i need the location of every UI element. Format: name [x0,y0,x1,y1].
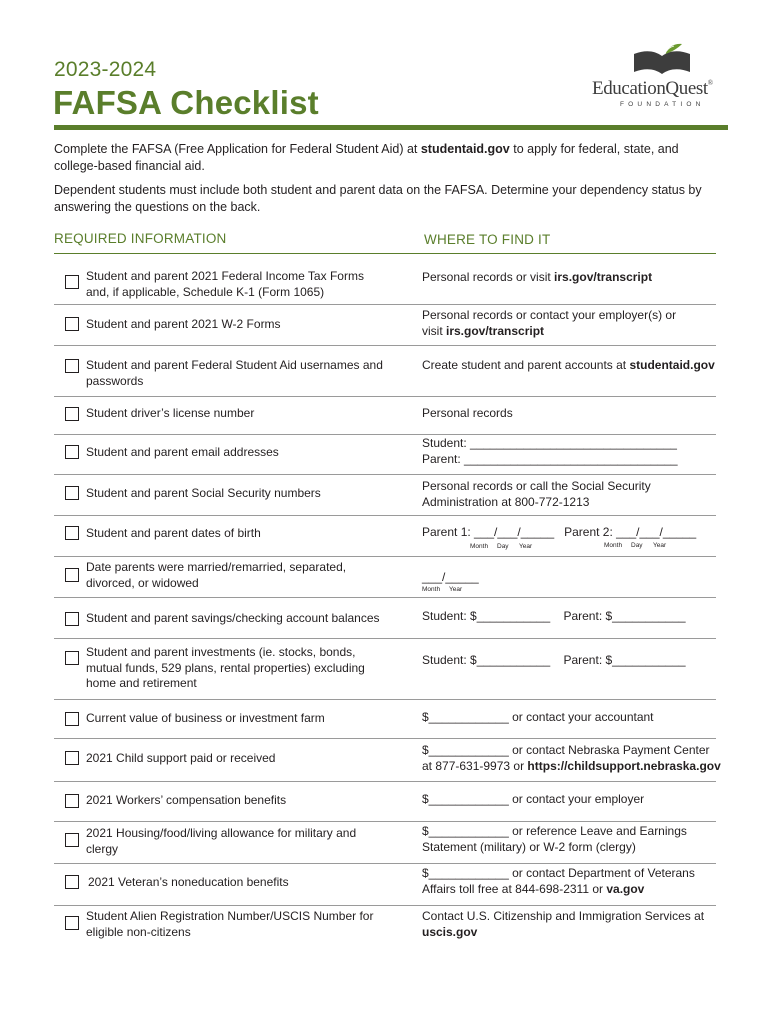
checkbox[interactable] [65,445,79,459]
day-caption: Day [631,542,643,549]
required-item: Student and parent 2021 W-2 Forms [86,317,281,331]
checklist-row [54,822,720,864]
checkbox[interactable] [65,916,79,930]
where-to-find: Personal records or visit irs.gov/transcript [422,270,653,284]
checklist-row [54,557,720,598]
required-item: Student and parent dates of birth [86,526,261,540]
checkbox[interactable] [65,751,79,765]
intro-paragraph-1: Complete the FAFSA (Free Application for Federal Student Aid) at studentaid.gov to apply for federal, state, and college-based financial aid. [54,142,679,173]
where-to-find: Create student and parent accounts at studentaid.gov [422,358,715,372]
checkbox[interactable] [65,712,79,726]
checklist-row [54,639,720,700]
year-caption: Year [449,586,463,593]
checklist-row [54,700,720,739]
page-title: FAFSA Checklist [53,84,319,121]
required-item: Student and parent savings/checking account balances [86,611,380,625]
required-item: Student driver’s license number [86,406,255,420]
checklist-row [54,305,720,346]
year-label: 2023-2024 [54,58,157,81]
required-item: 2021 Veteran’s noneducation benefits [88,875,289,889]
checklist-row [54,475,720,516]
logo-subtitle: FOUNDATION [620,101,705,108]
month-caption: Month [604,542,623,549]
checkbox[interactable] [65,651,79,665]
required-item: Student and parent investments (ie. stocks, bonds, mutual funds, 529 plans, rental properties) excluding home and retirement [86,645,365,690]
required-item: 2021 Child support paid or received [86,751,276,765]
checklist-row [54,516,720,557]
checklist-row [54,739,720,782]
where-to-find-header: WHERE TO FIND IT [424,232,551,247]
required-item: Current value of business or investment farm [86,711,325,725]
where-to-find: $____________ or reference Leave and Earnings Statement (military) or W-2 form (clergy) [422,824,687,854]
checkbox[interactable] [65,317,79,331]
where-to-find [422,436,722,467]
where-to-find: Personal records or contact your employer(s) or visit irs.gov/transcript [422,308,677,338]
where-to-find: Student: $___________ Parent: $___________ [422,653,686,667]
where-to-find: Personal records or call the Social Security Administration at 800-772-1213 [422,479,651,509]
checkbox[interactable] [65,275,79,289]
day-caption: Day [497,543,509,550]
year-caption: Year [519,543,533,550]
checkbox[interactable] [65,833,79,847]
required-item: 2021 Housing/food/living allowance for military and clergy [86,826,357,856]
required-item: Student and parent Federal Student Aid usernames and passwords [86,358,383,388]
checkbox[interactable] [65,486,79,500]
where-to-find: $____________ or contact your employer [422,792,645,806]
checkbox[interactable] [65,568,79,582]
where-to-find: ___/_____ [422,570,479,584]
parent-email-line: Parent: ________________________________ [422,451,678,466]
book-icon [632,42,692,78]
required-info-header: REQUIRED INFORMATION [54,231,227,246]
student-email-line: Student: _______________________________ [422,436,677,450]
month-caption: Month [470,543,489,550]
required-item: 2021 Workers’ compensation benefits [86,793,287,807]
header-rule [54,125,728,130]
checkbox[interactable] [65,407,79,421]
required-item: Student and parent 2021 Federal Income Tax Forms and, if applicable, Schedule K-1 (Form 1065) [86,269,364,299]
checklist-row [54,254,720,305]
required-item: Date parents were married/remarried, separated, divorced, or widowed [86,560,347,590]
checklist-row [54,435,720,475]
required-item: Student and parent email addresses [86,445,279,459]
checkbox[interactable] [65,526,79,540]
checklist-row [54,864,720,906]
year-caption: Year [653,542,667,549]
intro-paragraph-2: Dependent students must include both student and parent data on the FAFSA. Determine your dependency status by answering the questions on the back. [54,183,702,214]
month-caption: Month [422,586,441,593]
logo-wordmark: EducationQuest® [592,78,713,99]
where-to-find: Contact U.S. Citizenship and Immigration Services at uscis.gov [422,909,705,939]
where-to-find: $____________ or contact your accountant [422,710,654,724]
educationquest-logo [592,42,732,110]
checklist-row [54,906,720,950]
where-to-find: $____________ or contact Department of Veterans Affairs toll free at 844-698-2311 or va.gov [422,866,695,896]
checkbox[interactable] [65,612,79,626]
checkbox[interactable] [65,875,79,889]
checklist-row [54,397,720,435]
checklist-row [54,782,720,822]
required-item: Student Alien Registration Number/USCIS Number for eligible non-citizens [86,909,374,939]
studentaid-link-text: studentaid.gov [420,142,510,156]
checkbox[interactable] [65,359,79,373]
required-item: Student and parent Social Security numbers [86,486,321,500]
checklist-row [54,346,720,397]
checkbox[interactable] [65,794,79,808]
checklist-row [54,598,720,639]
where-to-find: Student: $___________ Parent: $___________ [422,609,686,623]
where-to-find: Personal records [422,406,513,420]
where-to-find: Parent 1: ___/___/_____ Parent 2: ___/___/_____ [422,525,697,539]
where-to-find: $____________ or contact Nebraska Payment Center at 877-631-9973 or https://childsupport.nebraska.gov [422,743,721,773]
